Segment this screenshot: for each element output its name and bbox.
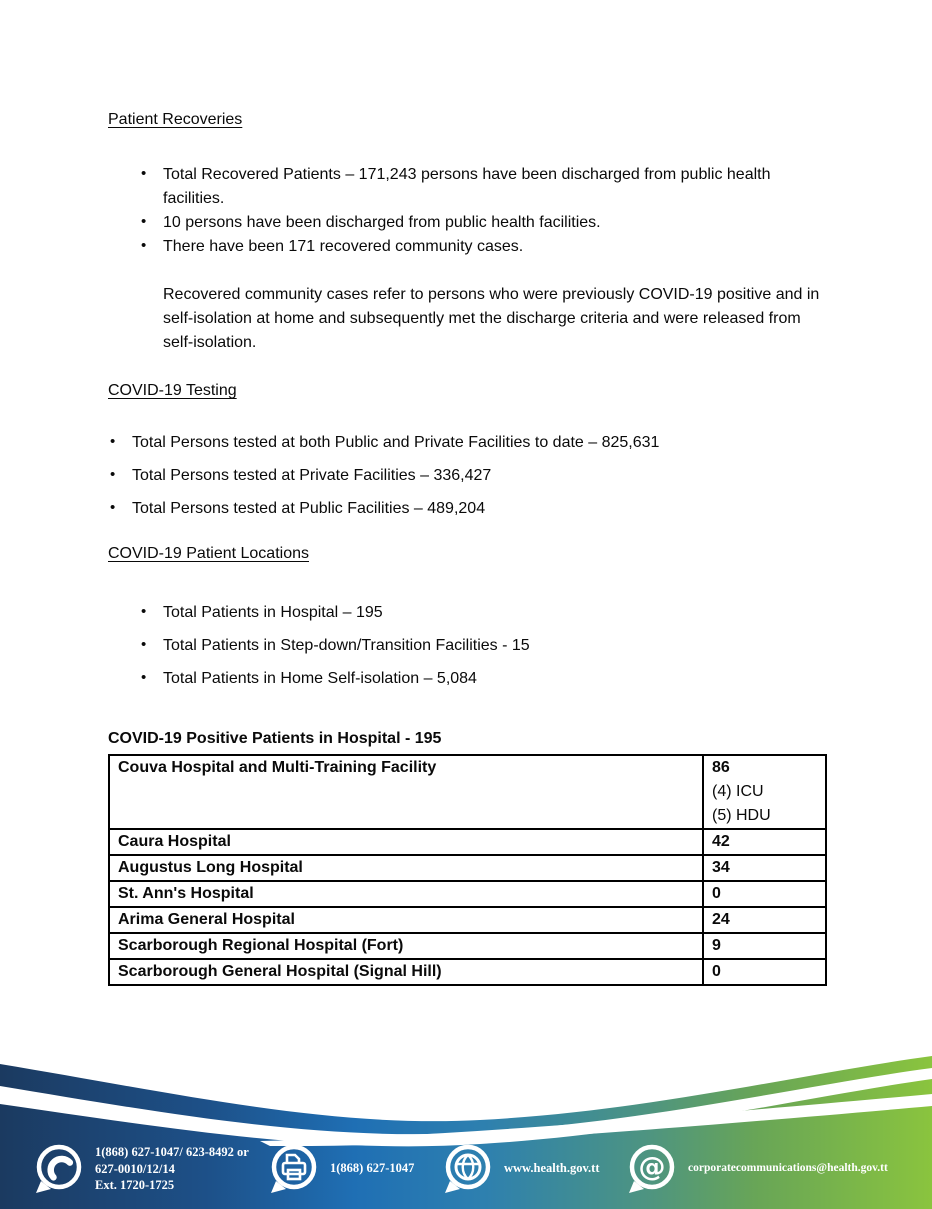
table-row [109,855,826,881]
phone-icon [32,1142,84,1194]
testing-bullet-list [108,431,860,521]
facility-cell: St. Ann's Hospital [109,881,703,907]
count-cell: 42 [703,829,826,855]
phone-contact [32,1142,295,1194]
svg-text:@: @ [638,1152,666,1183]
facility-cell: Couva Hospital and Multi-Training Facility [109,755,703,829]
facility-cell: Caura Hospital [109,829,703,855]
list-item: • Total Patients in Hospital – 195 [163,601,860,625]
count-value: 86 [712,759,730,776]
count-cell: 9 [703,933,826,959]
count-cell: 24 [703,907,826,933]
list-item: • Total Patients in Home Self-isolation – 5,084 [163,667,860,691]
email-contact [625,1142,888,1194]
locations-bullet-list [108,601,860,691]
table-row [109,829,826,855]
heading-covid19-testing: COVID-19 Testing [108,382,237,399]
table-row [109,959,826,985]
website-contact [441,1142,600,1194]
list-item: • Total Persons tested at Public Facilities – 489,204 [132,497,860,521]
list-item: • Total Patients in Step-down/Transition Facilities - 15 [163,634,860,658]
count-cell [703,755,826,829]
facility-cell: Arima General Hospital [109,907,703,933]
table-row [109,755,826,829]
footer-banner [0,1034,932,1209]
email-at-icon [625,1142,677,1194]
fax-contact [267,1142,414,1194]
phone-numbers: 1(868) 627-1047/ 623-8492 or 627-0010/12/14 Ext. 1720-1725 [95,1145,249,1192]
list-item: • Total Persons tested at both Public and Private Facilities to date – 825,631 [132,431,860,455]
count-cell: 0 [703,959,826,985]
list-item: • Total Persons tested at Private Facilities – 336,427 [132,464,860,488]
table-row [109,907,826,933]
table-row [109,933,826,959]
fax-icon [267,1142,319,1194]
facility-cell: Augustus Long Hospital [109,855,703,881]
hospital-patients-table [108,754,827,986]
icu-detail: (4) ICU [712,783,764,800]
globe-icon [441,1142,493,1194]
list-item: • Total Recovered Patients – 171,243 persons have been discharged from public health facilities. [163,163,823,211]
facility-cell: Scarborough Regional Hospital (Fort) [109,933,703,959]
recovered-cases-note: Recovered community cases refer to persons who were previously COVID-19 positive and in self-isolation at home and subsequently met the discharge criteria and were released from self-isolation. [163,286,820,351]
hdu-detail: (5) HDU [712,807,771,824]
table-row [109,881,826,907]
heading-patient-locations: COVID-19 Patient Locations [108,545,309,562]
count-cell: 0 [703,881,826,907]
list-item: • 10 persons have been discharged from public health facilities. [163,211,823,235]
document-body [108,0,860,986]
website-url: www.health.gov.tt [504,1161,600,1175]
heading-patient-recoveries: Patient Recoveries [108,111,243,128]
email-address: corporatecommunications@health.gov.tt [688,1162,888,1174]
hospital-table-title: COVID-19 Positive Patients in Hospital - 195 [108,730,442,747]
count-cell: 34 [703,855,826,881]
recoveries-bullet-list [108,163,860,259]
list-item: • There have been 171 recovered community cases. [163,235,823,259]
facility-cell: Scarborough General Hospital (Signal Hill) [109,959,703,985]
fax-number: 1(868) 627-1047 [330,1161,415,1175]
